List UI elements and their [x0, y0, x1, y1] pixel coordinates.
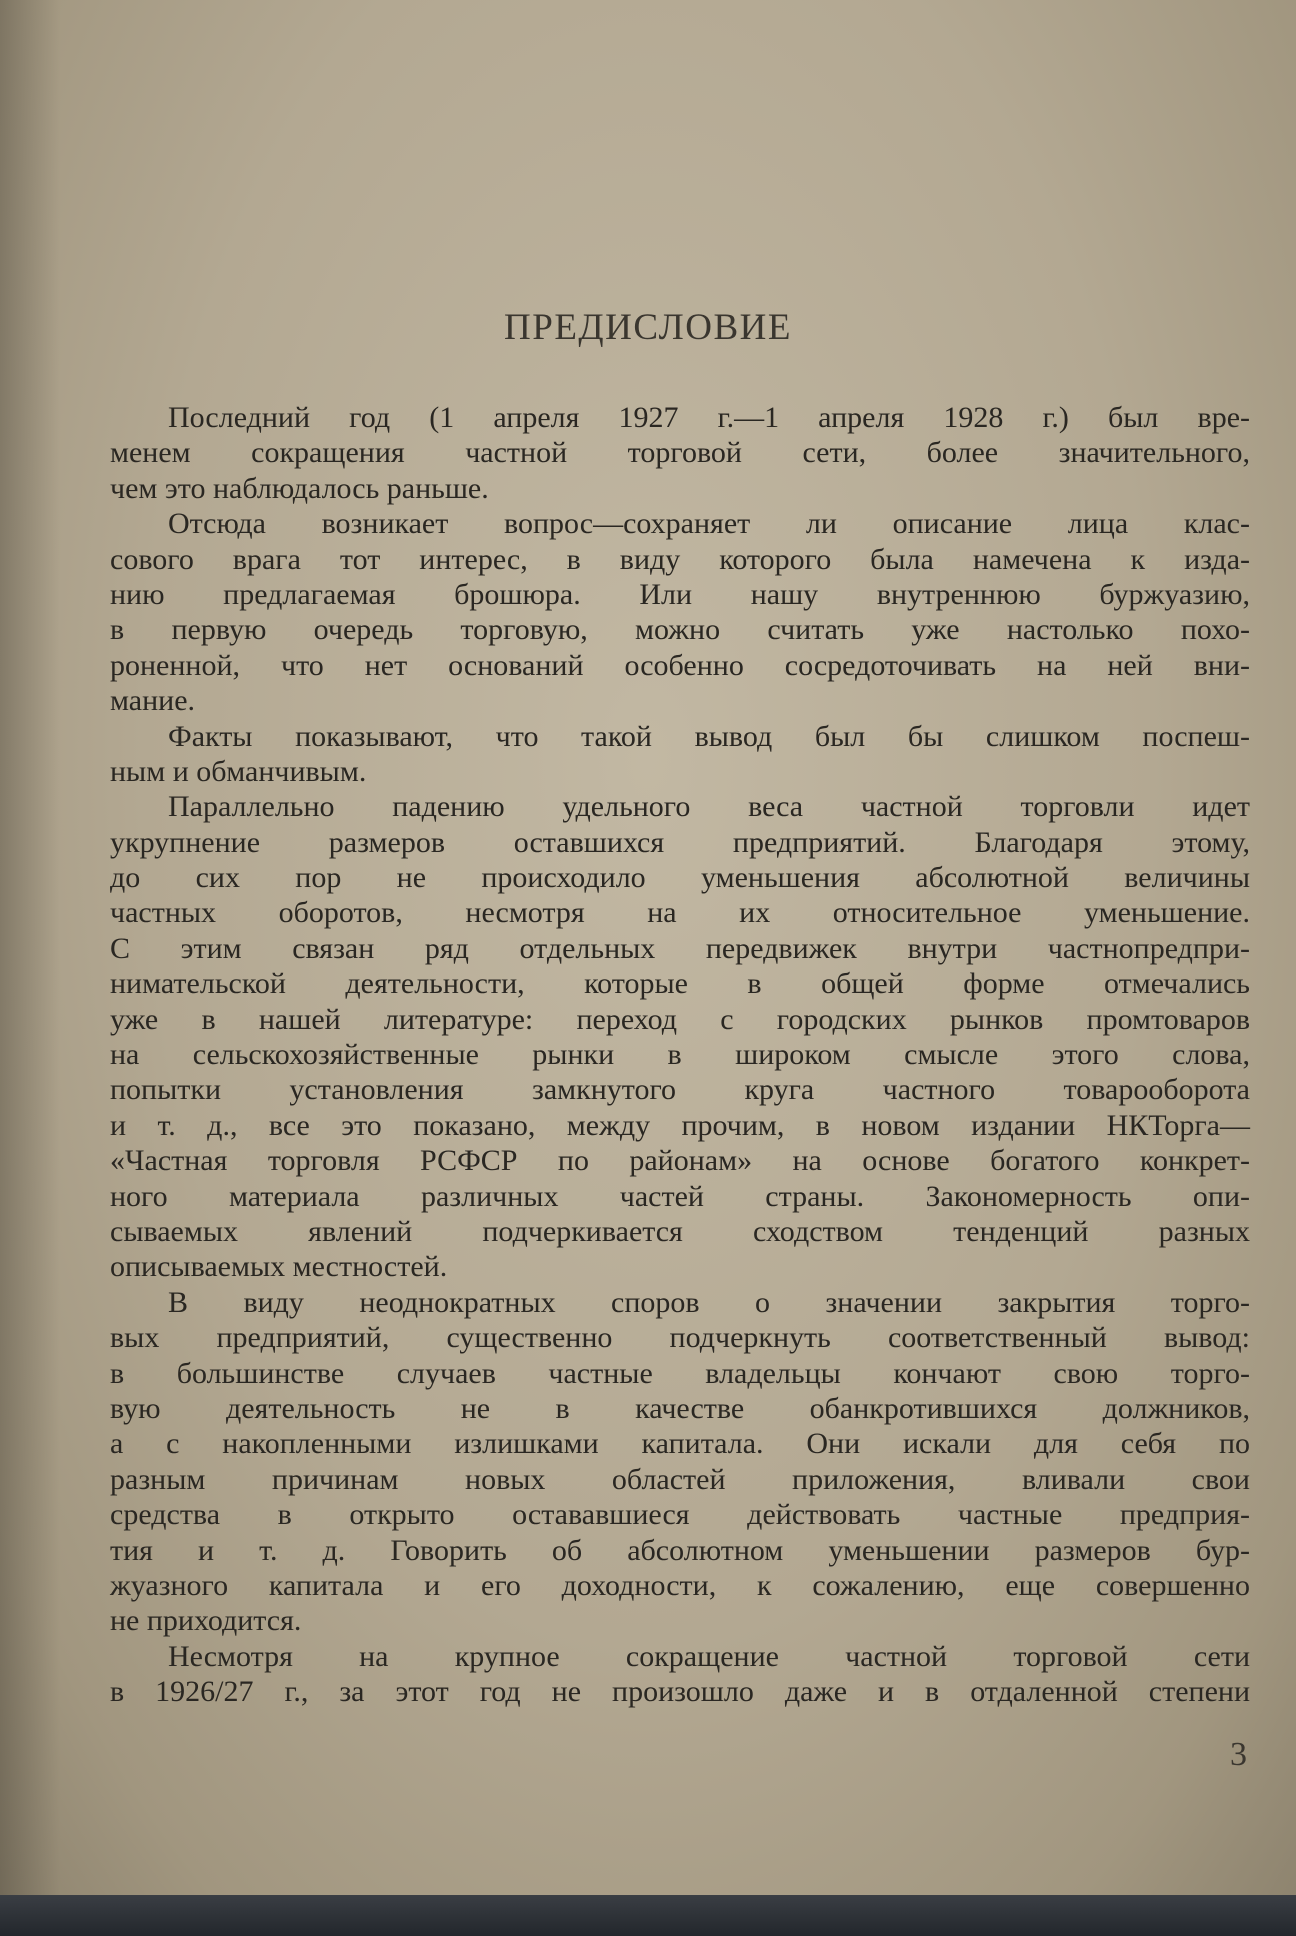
text-line: вых предприятий, существенно подчеркнуть соответственный вывод: — [110, 1321, 1250, 1355]
text-line: описываемых местностей. — [110, 1250, 448, 1284]
text-line: в большинстве случаев частные владельцы кончают свою торго- — [110, 1356, 1250, 1390]
text-line: средства в открыто остававшиеся действовать частные предприя- — [110, 1498, 1250, 1532]
text-line: в 1926/27 г., за этот год не произошло даже и в отдаленной степени — [110, 1675, 1250, 1709]
background-edge — [0, 1895, 1296, 1936]
text-line: Несмотря на крупное сокращение частной торговой сети — [168, 1639, 1250, 1673]
text-line: С этим связан ряд отдельных передвижек внутри частнопредпри- — [110, 931, 1250, 965]
text-line: Факты показывают, что такой вывод был бы слишком поспеш- — [168, 719, 1250, 753]
chapter-heading: ПРЕДИСЛОВИЕ — [504, 307, 792, 348]
text-line: в первую очередь торговую, можно считать уже настолько похо- — [110, 613, 1250, 647]
page-number: 3 — [1230, 1736, 1247, 1773]
text-line: укрупнение размеров оставшихся предприятий. Благодаря этому, — [110, 825, 1250, 859]
text-line: и т. д., все это показано, между прочим, в новом издании НКТорга— — [110, 1108, 1250, 1142]
text-line: Параллельно падению удельного веса частной торговли идет — [168, 790, 1250, 824]
text-line: уже в нашей литературе: переход с городских рынков промтоваров — [110, 1002, 1250, 1036]
body-text — [110, 400, 1250, 1709]
text-line: нию предлагаемая брошюра. Или нашу внутреннюю буржуазию, — [110, 577, 1250, 611]
text-line: мание. — [110, 684, 196, 718]
text-line: ного материала различных частей страны. Закономерность опи- — [110, 1179, 1250, 1213]
text-line: роненной, что нет оснований особенно сосредоточивать на ней вни- — [110, 648, 1250, 682]
text-line: не приходится. — [110, 1604, 302, 1638]
text-line: тия и т. д. Говорить об абсолютном уменьшении размеров бур- — [110, 1533, 1250, 1567]
text-line: сываемых явлений подчеркивается сходством тенденций разных — [110, 1214, 1250, 1248]
text-line: нимательской деятельности, которые в общей форме отмечались — [110, 967, 1250, 1001]
text-line: частных оборотов, несмотря на их относительное уменьшение. — [110, 896, 1250, 930]
text-line: вую деятельность не в качестве обанкротившихся должников, — [110, 1391, 1250, 1425]
text-line: менем сокращения частной торговой сети, более значительного, — [110, 436, 1250, 470]
text-line: жуазного капитала и его доходности, к сожалению, еще совершенно — [110, 1568, 1250, 1602]
text-line: попытки установления замкнутого круга частного товарооборота — [110, 1073, 1250, 1107]
text-line: а с накопленными излишками капитала. Они искали для себя по — [110, 1427, 1250, 1461]
text-line: до сих пор не происходило уменьшения абсолютной величины — [110, 861, 1250, 895]
text-line: на сельскохозяйственные рынки в широком смысле этого слова, — [110, 1038, 1250, 1072]
text-line: ным и обманчивым. — [110, 754, 367, 788]
text-line: Отсюда возникает вопрос—сохраняет ли описание лица клас- — [168, 507, 1250, 541]
text-line: разным причинам новых областей приложения, вливали свои — [110, 1462, 1250, 1496]
text-line: В виду неоднократных споров о значении закрытия торго- — [168, 1285, 1250, 1319]
text-line: сового врага тот интерес, в виду которого была намечена к изда- — [110, 542, 1250, 576]
text-line: «Частная торговля РСФСР по районам» на основе богатого конкрет- — [110, 1144, 1250, 1178]
text-line: чем это наблюдалось раньше. — [110, 471, 489, 505]
text-line: Последний год (1 апреля 1927 г.—1 апреля 1928 г.) был вре- — [168, 401, 1250, 434]
